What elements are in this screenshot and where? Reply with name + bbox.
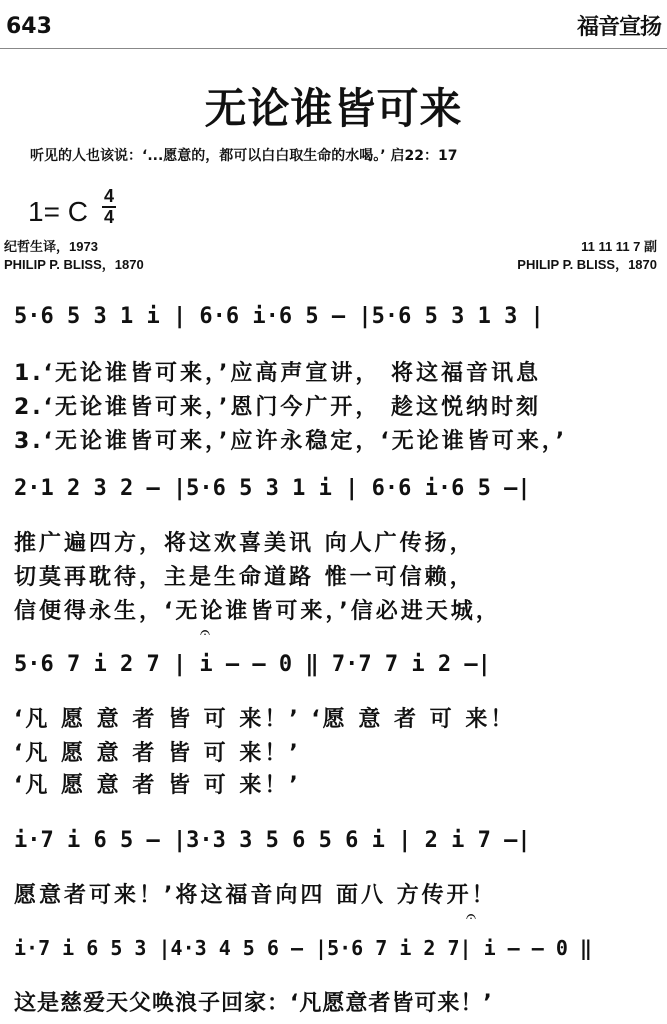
- lyric-line-3-verse-1: ‘凡 愿 意 者 皆 可 来！’ ‘愿 意 者 可 来！: [14, 707, 516, 732]
- notation-line-1: 5·6 5 3 1 i | 6·6 i·6 5 – |5·6 5 3 1 3 |: [14, 304, 544, 329]
- fermata-2-icon: 𝄐: [466, 906, 477, 927]
- header-divider: [0, 48, 667, 49]
- fermata-1-icon: 𝄐: [200, 622, 211, 643]
- lyric-line-2-verse-1: 推广遍四方，将这欢喜美讯 向人广传扬，: [14, 531, 475, 556]
- notation-line-2: 2·1 2 3 2 – |5·6 5 3 1 i | 6·6 i·6 5 –|: [14, 476, 531, 501]
- hymn-title: 无论谁皆可来: [204, 84, 463, 133]
- composer-credit: PHILIP P. BLISS，1870: [517, 257, 657, 272]
- lyric-line-3-verse-2: ‘凡 愿 意 者 皆 可 来！’: [14, 741, 301, 766]
- lyric-line-2-verse-3: 信便得永生，‘无论谁皆可来，’信必进天城，: [14, 599, 501, 624]
- meter-credit: 11 11 11 7 副: [581, 239, 657, 254]
- time-signature-top: 4: [103, 186, 114, 206]
- page-number: 643: [6, 14, 52, 39]
- lyric-line-5: 这是慈爱天父唤浪子回家：‘凡愿意者皆可来！’: [14, 991, 493, 1016]
- notation-line-4: i·7 i 6 5 – |3·3 3 5 6 5 6 i | 2 i 7 –|: [14, 828, 531, 853]
- notation-line-5: i·7 i 6 5 3 |4·3 4 5 6 – |5·6 7 i 2 7| i – – 0 ‖: [14, 936, 592, 960]
- key-signature: 1= C: [28, 196, 88, 227]
- translator-credit: 纪哲生译，1973: [4, 239, 98, 254]
- scripture-epigraph: 听见的人也该说：‘...愿意的，都可以白白取生命的水喝。’ 启22：17: [30, 148, 458, 164]
- notation-line-3: 5·6 7 i 2 7 | i – – 0 ‖ 7·7 7 i 2 –|: [14, 652, 491, 677]
- time-signature: [102, 188, 116, 226]
- lyric-line-4: 愿意者可来！’将这福音向四 面八 方传开！: [14, 883, 497, 908]
- credits-left: [4, 238, 144, 274]
- credits-right: [517, 238, 657, 274]
- lyric-line-1-verse-3: 3.‘无论谁皆可来，’应许永稳定，‘无论谁皆可来，’: [14, 429, 568, 454]
- lyric-line-2-verse-2: 切莫再耽待，主是生命道路 惟一可信赖，: [14, 565, 475, 590]
- lyric-line-1-verse-1: 1.‘无论谁皆可来，’应高声宣讲， 将这福音讯息: [14, 361, 542, 386]
- time-signature-bottom: 4: [103, 207, 114, 227]
- lyric-line-1-verse-2: 2.‘无论谁皆可来，’恩门今广开， 趁这悦纳时刻: [14, 395, 542, 420]
- lyric-line-3-verse-3: ‘凡 愿 意 者 皆 可 来！’: [14, 773, 301, 798]
- brand-logo: 福音宣扬: [576, 15, 661, 40]
- lyricist-credit: PHILIP P. BLISS，1870: [4, 257, 144, 272]
